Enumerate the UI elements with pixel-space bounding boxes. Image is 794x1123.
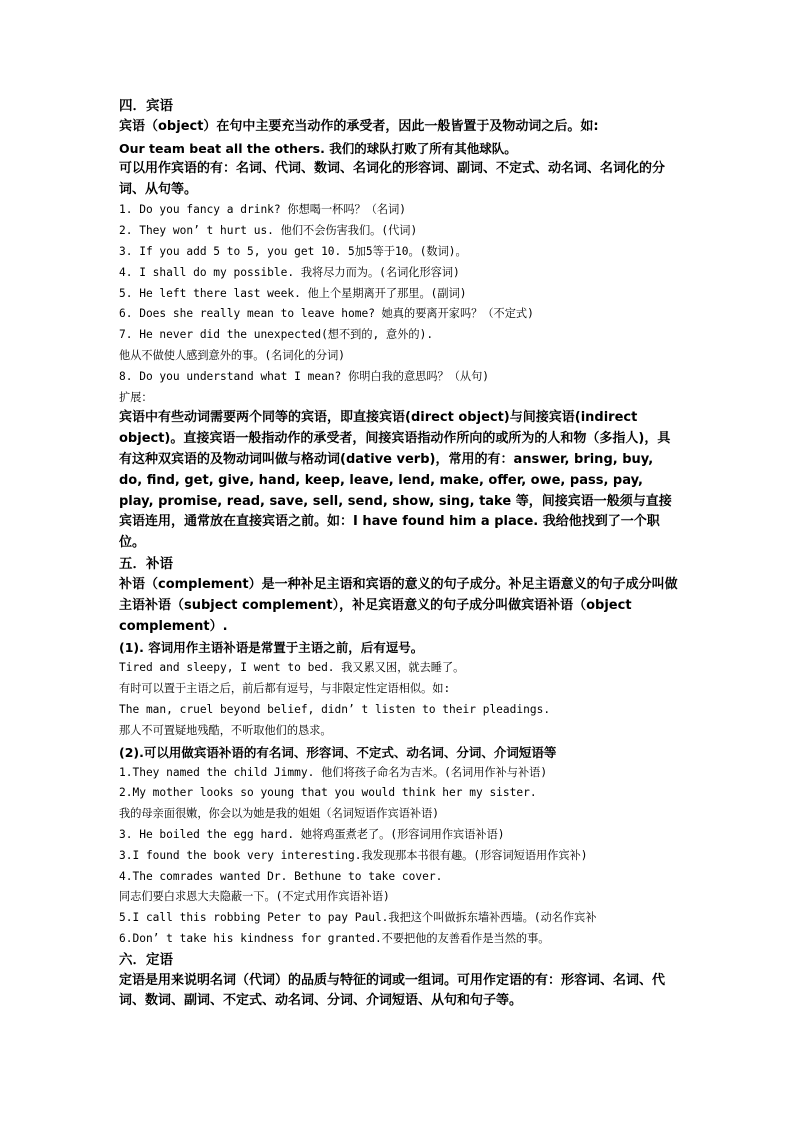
object-types: 可以用作宾语的有：名词、代词、数词、名词化的形容词、副词、不定式、动名词、名词化的分词、从句等。 <box>119 160 666 197</box>
example-line: 4. I shall do my possible. 我将尽力而为。(名词化形容词) <box>119 265 460 279</box>
example-line: 6.Don’ t take his kindness for granted.不要把他的友善看作是当然的事。 <box>119 931 550 945</box>
section-heading-object: 四．宾语 <box>119 98 173 114</box>
example-line: 3. If you add 5 to 5, you get 10. 5加5等于10。(数词)。 <box>119 244 467 258</box>
example-line: 3.I found the book very interesting.我发现那本书很有趣。(形容词短语用作宾补) <box>119 848 588 862</box>
example-line: Tired and sleepy, I went to bed. 我又累又困，就去睡了。 <box>119 661 465 675</box>
complement-definition: 补语（complement）是一种补足主语和宾语的意义的句子成分。补足主语意义的句子成分叫做主语补语（subject complement），补足宾语意义的句子成分叫做宾语补语（object complement）. <box>119 576 678 634</box>
example-line: 3. He boiled the egg hard. 她将鸡蛋煮老了。(形容词用作宾语补语) <box>119 827 505 841</box>
double-object-paragraph: 宾语中有些动词需要两个同等的宾语，即直接宾语(direct object)与间接宾语(indirect object)。直接宾语一般指动作的承受者，间接宾语指动作所向的或所为的人和物（多指人)，具有这种双宾语的及物动词叫做与格动词(dative verb)，常用的有：answer, bring, buy, do, find, get, give, hand, keep, leave, lend, make, offer, owe, pass, pay, play, promise, read, save, sell, send, show, sing, take 等，间接宾语一般须与直接宾语连用，通常放在直接宾语之前。如：I have found him a place. 我给他找到了一个职位。 <box>119 410 672 551</box>
document-page <box>119 96 679 1012</box>
object-definition: 宾语（object）在句中主要充当动作的承受者，因此一般皆置于及物动词之后。如: <box>119 119 599 134</box>
section-heading-complement: 五．补语 <box>119 555 173 572</box>
example-line: 2.My mother looks so young that you would think her my sister. <box>119 786 537 800</box>
object-example: Our team beat all the others. 我们的球队打败了所有其他球队。 <box>119 140 517 156</box>
example-line: 有时可以置于主语之后，前后都有逗号，与非限定性定语相似。如: <box>119 682 451 696</box>
example-line: 8. Do you understand what I mean? 你明白我的意思吗？（从句) <box>119 369 489 383</box>
example-line: 6. Does she really mean to leave home? 她真的要离开家吗？（不定式) <box>119 307 534 321</box>
subheading-subject-complement: (1). 容词用作主语补语是常置于主语之前，后有逗号。 <box>119 640 424 656</box>
extension-label: 扩展： <box>119 390 153 404</box>
example-line: The man, cruel beyond belief, didn’ t listen to their pleadings. <box>119 702 551 716</box>
subheading-object-complement: (2).可以用做宾语补语的有名词、形容词、不定式、动名词、分词、介词短语等 <box>119 744 557 760</box>
example-line: 他从不做使人感到意外的事。(名词化的分词) <box>119 348 346 362</box>
example-line: 那人不可置疑地残酷，不听取他们的恳求。 <box>119 723 332 737</box>
example-line: 5.I call this robbing Peter to pay Paul.我把这个叫做拆东墙补西墙。(动名作宾补 <box>119 911 597 925</box>
attribute-definition: 定语是用来说明名词（代词）的品质与特征的词或一组词。可用作定语的有：形容词、名词、代词、数词、副词、不定式、动名词、分词、介词短语、从句和句子等。 <box>119 972 666 1009</box>
example-line: 1.They named the child Jimmy. 他们将孩子命名为吉米。(名词用作补与补语) <box>119 765 548 779</box>
example-line: 4.The comrades wanted Dr. Bethune to take cover. <box>119 869 443 883</box>
example-line: 1. Do you fancy a drink? 你想喝一杯吗？（名词) <box>119 203 406 217</box>
example-line: 同志们要白求恩大夫隐蔽一下。(不定式用作宾语补语) <box>119 890 390 904</box>
example-line: 5. He left there last week. 他上个星期离开了那里。(副词) <box>119 286 467 300</box>
example-line: 2. They won’ t hurt us. 他们不会伤害我们。(代词) <box>119 224 418 238</box>
section-heading-attribute: 六．定语 <box>119 951 173 968</box>
example-line: 我的母亲面很嫩，你会以为她是我的姐姐（名词短语作宾语补语) <box>119 807 439 821</box>
example-line: 7. He never did the unexpected(想不到的, 意外的). <box>119 328 434 342</box>
